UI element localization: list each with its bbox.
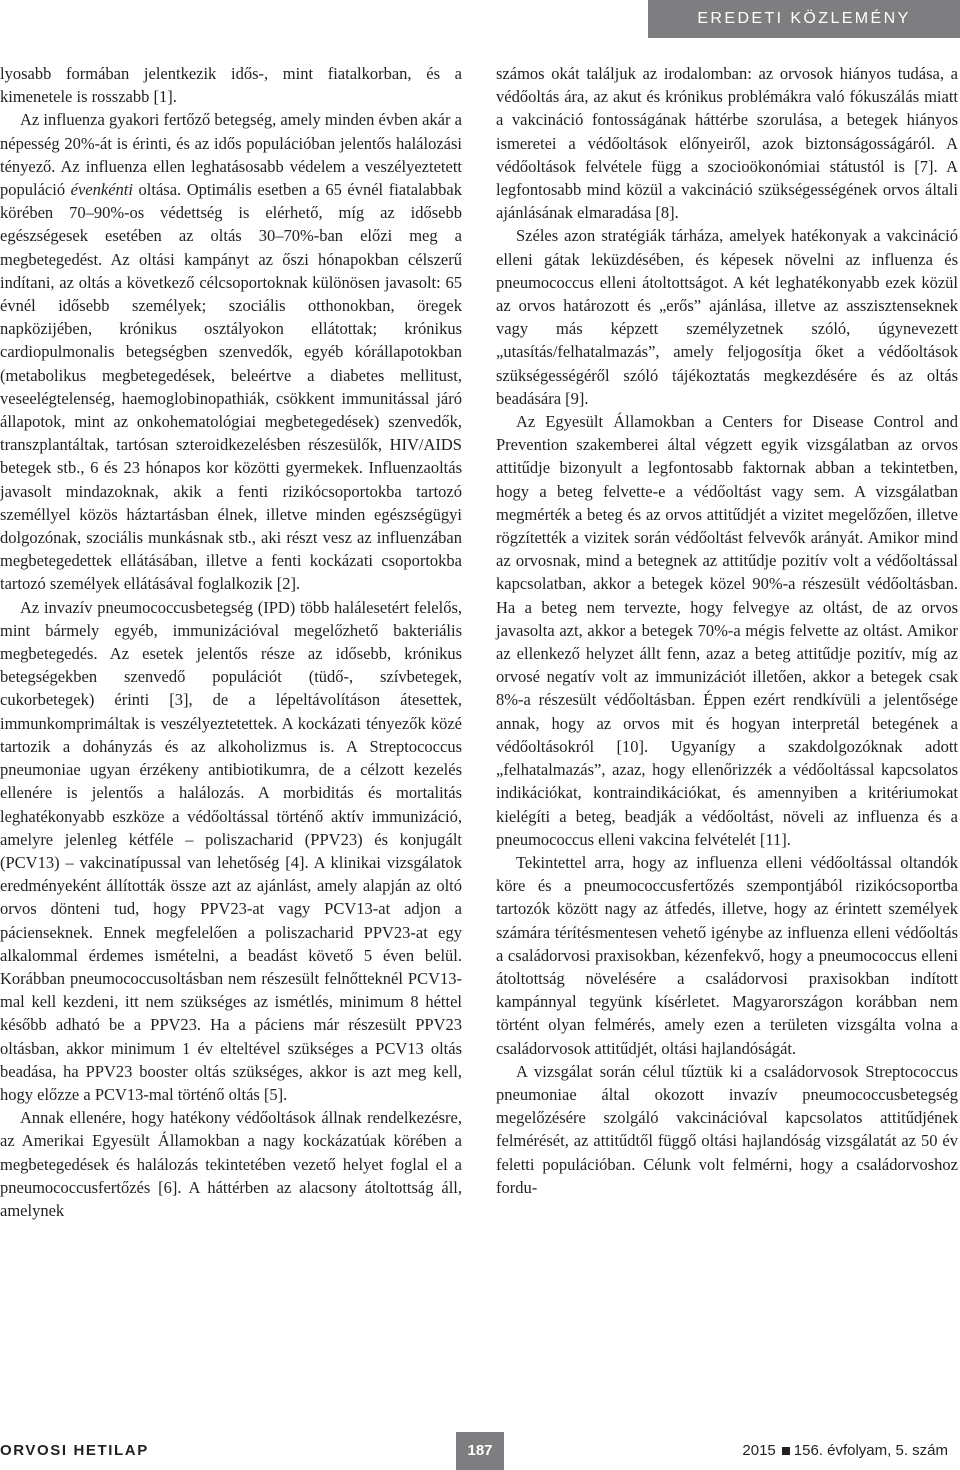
- paragraph-text: Széles azon stratégiák tárháza, amelyek hatékonyak a vakcináció elleni gátak leküzdésében, és képesek növelni az influenza és pneumococcus elleni átoltottságot. A két leghatékonyabb ezek közül az orvos határozott és „erős” ajánlása, illetve az asszisztenseknek vagy más képzett személyzetnek szóló, úgynevezett „utasítás/felhatalmazás”, amely feljogosítja őket a védőoltások szükségességéről szóló tájékoztatás megkezdésére és az oltás beadására [9].: [496, 226, 958, 408]
- body-paragraph: [496, 1060, 958, 1199]
- left-column: [0, 62, 462, 1222]
- body-paragraph: [0, 108, 462, 595]
- body-paragraph: [496, 224, 958, 410]
- paragraph-text: Annak ellenére, hogy hatékony védőoltások állnak rendelkezésre, az Amerikai Egyesült Államokban a nagy kockázatúak körében a megbetegedések és halálozás tekintetében vezető helyet foglal el a pneumococcusfertőzés [6]. A háttérben az alacsony átoltottság áll, amelynek: [0, 1108, 462, 1220]
- paragraph-text: számos okát találjuk az irodalomban: az orvosok hiányos tudása, a védőoltás ára, az akut és krónikus problémákra való fókuszálás miatt a vakcináció fontosságának háttérbe szorulása, a betegek hiányos ismeretei a védőoltások előnyeiről, azok biztonságosságáról. A védőoltások felvétele függ a szocioökonómiai státustól is [7]. A legfontosabb mind közül a vakcináció szükségességének orvos általi ajánlásának elmaradása [8].: [496, 64, 958, 223]
- page-footer: [0, 1432, 960, 1470]
- body-paragraph: [0, 62, 462, 108]
- page-number: 187: [456, 1432, 504, 1470]
- paragraph-text: Az invazív pneumococcusbetegség (IPD) több halálesetért felelős, mint bármely egyéb, immunizációval megelőzhető bakteriális megbetegedés. Az esetek jelentős része az idősebb, krónikus betegségekben szenvedő populációt (tüdő-, szívbetegek, cukorbetegek) érinti [3], de a lépeltávolításon átesettek, immunkomprimáltak is veszélyeztetettek. A kockázati tényezők közé tartozik a dohányzás és az alkoholizmus is. A Streptococcus pneumoniae ugyan érzékeny antibiotikumra, de a célzott kezelés ellenére is jelentős a halálozás. A morbiditás és mortalitás leghatékonyabb eszköze a védőoltással történő aktív immunizáció, amelyre jelenleg kétféle – poliszacharid (PPV23) és konjugált (PCV13) – vakcinatípussal van lehetőség [4]. A klinikai vizsgálatok eredményeként állították össze azt az ajánlást, amely alapján az oltó orvos dönteni tud, hogy PPV23-at vagy PCV13-at adjon a pácienseknek. Ennek megfelelően a poliszacharid PPV23-at egy alkalommal érdemes ismételni, a beadást követő 5 éven belül. Korábban pneumococcusoltásban nem részesült felnőtteknél PCV13-mal kell kezdeni, itt nem szükséges az ismétlés, minimum 8 héttel később adható be a PPV23. Ha a páciens már részesült PPV23 oltásban, akkor minimum 1 év elteltével szükséges a PCV13 oltás beadása, ha PPV23 booster oltás szükséges, akkor is azt meg kell, hogy előzze a PCV13-mal történő oltás [5].: [0, 597, 462, 1104]
- volume-issue: 156. évfolyam, 5. szám: [793, 1442, 948, 1459]
- body-paragraph: [0, 1106, 462, 1222]
- body-paragraph: [496, 62, 958, 224]
- section-label: EREDETI KÖZLEMÉNY: [648, 0, 960, 38]
- right-column: [496, 62, 958, 1199]
- paragraph-text: oltása. Optimális esetben a 65 évnél fiatalabbak körében 70–90%-os védettség is elérhető, míg az idősebb egészségesek esetében az oltás 30–70%-ban előzi meg a megbetegedést. Az oltási kampányt az őszi hónapokban célszerű indítani, az oltás a következő célcsoportoknak különösen javasolt: 65 évnél idősebb személyek; szociális otthonokban, öregek napközijében, krónikus osztályokon ellátottak; krónikus cardiopulmonalis betegségben szenvedők, egyéb kórállapotokban (metabolikus megbetegedések, beleértve a diabetes mellitust, veseelégtelenség, haemoglobinopathiák, csökkent immunitással járó állapotok, mint az onkohematológiai megbetegedések) szenvedők, transzplantáltak, tartósan szteroidkezelésben részesülők, HIV/AIDS betegek stb., 6 és 23 hónapos kor közötti gyermekek. Influenzaoltás javasolt mindazoknak, akik a fenti rizikócsoportokba tartozó személlyel közös háztartásban élnek, illetve minden egészségügyi dolgozónak, szociális munkásnak stb., aki részt vesz az influenzában megbetegedettek ellátásában, illetve a fenti kockázati csoportokba tartozó személyek ellátásával foglalkozik [2].: [0, 180, 463, 594]
- paragraph-text: A vizsgálat során célul tűztük ki a családorvosok Streptococcus pneumoniae által okozott invazív pneumococcusbetegség megelőzésére szolgáló vakcinációval kapcsolatos attitűdjének felmérését, az attitűdtől függő oltási hajlandóság vizsgálatát az 50 év feletti populációban. Célunk volt felmérni, hogy a családorvoshoz fordu-: [496, 1061, 958, 1197]
- paragraph-text: lyosabb formában jelentkezik idős-, mint fiatalkorban, és a kimenetele is rosszabb [1].: [0, 64, 462, 107]
- emphasized-text: évenkénti: [70, 180, 133, 200]
- running-header: [0, 0, 960, 38]
- body-paragraph: [496, 851, 958, 1060]
- paragraph-text: Az Egyesült Államokban a Centers for Disease Control and Prevention szakemberei által végzett egyik vizsgálatban az orvos attitűdje bizonyult a legfontosabb faktornak abban a tekintetben, hogy a beteg felvette-e a védőoltást vagy sem. A vizsgálatban megmérték a beteg és az orvos attitűdjét a vizitet megelőzően, illetve rögzítették a vizitek során védőoltást felvevők arányát. Amikor mind az orvosnak, mind a betegnek az attitűdje pozitív volt a védőoltással kapcsolatban, akkor a betegek közel 90%-a részesült védőoltásban. Ha a beteg nem tervezte, hogy felvegye az oltást, de az orvos javasolta azt, akkor a betegek 70%-a mégis felvette az oltást. Amikor az ellenkező helyzet állt fenn, azaz a beteg attitűdje pozitív, míg az orvosé negatív volt az immunizációt illetően, akkor a betegek csak 8%-a részesült védőoltásban. Éppen ezért rendkívüli a jelentősége annak, hogy az orvos mit és hogyan interpretál betegének a védőoltásokról [10]. Ugyanígy a szakdolgozóknak adott „felhatalmazás”, azaz, hogy ellenőrizzék a védőoltással kapcsolatos indikációkat, kontraindikációkat, és amennyiben a kritériumokat kielégíti a beteg, beadják a védőoltást, növeli az influenza és a pneumococcus elleni vakcina felvételét [11].: [496, 412, 958, 849]
- journal-name: ORVOSI HETILAP: [0, 1442, 149, 1459]
- issue-info: [742, 1442, 948, 1459]
- body-paragraph: [0, 596, 462, 1106]
- body-paragraph: [496, 410, 958, 851]
- publication-year: 2015: [742, 1442, 776, 1459]
- paragraph-text: Az influenza gyakori fertőző betegség, amely minden évben akár a népesség 20%-át is érinti, és az idős populációban jelentős halálozási tényező. Az influenza ellen leghatásosabb védelem a veszélyeztetett populáció: [0, 110, 462, 200]
- separator-square-icon: [782, 1447, 790, 1455]
- paragraph-text: Tekintettel arra, hogy az influenza elleni védőoltással oltandók köre és a pneumococcusfertőzés szempontjából rizikócsoportba tartozók között nagy az átfedés, illetve, hogy az érintett személyek számára térítésmentesen vehető igénybe az influenza elleni védőoltás a családorvosi praxisokban, kézenfekvő, hogy a pneumococcus elleni átoltottság növelésére a családorvosi praxisokban indított kampánnyal tegyünk kísérletet. Magyarországon korábban nem történt olyan felmérés, amely ezen a területen vizsgálta volna a családorvosok attitűdjét, oltási hajlandóságát.: [496, 852, 958, 1058]
